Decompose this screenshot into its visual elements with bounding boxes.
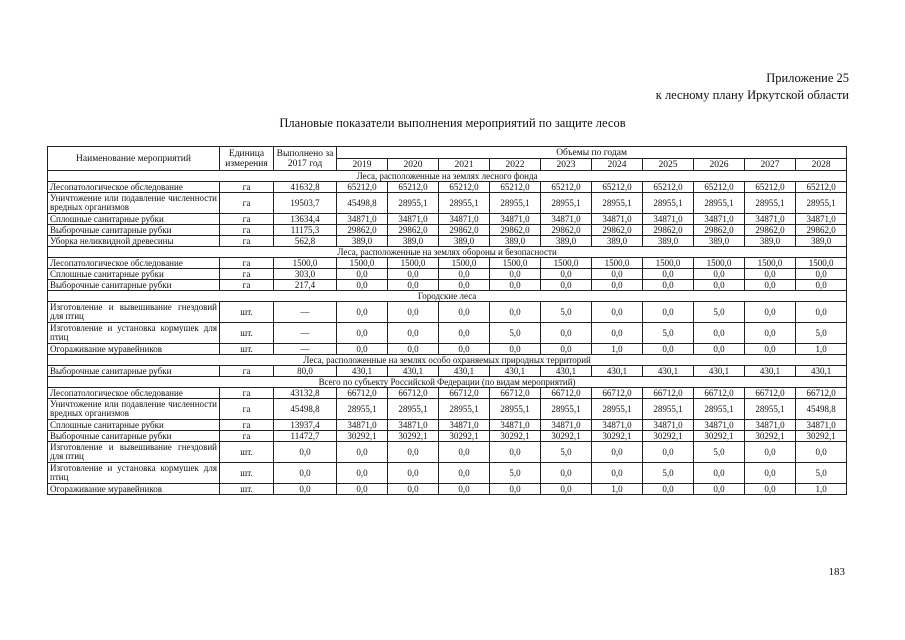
section-title: Леса, расположенные на землях особо охраняемых природных территорий bbox=[48, 355, 847, 366]
done-2017-cell: 303,0 bbox=[274, 269, 337, 280]
year-value-cell: 389,0 bbox=[439, 236, 490, 247]
year-value-cell: 1,0 bbox=[796, 484, 847, 495]
year-value-cell: 5,0 bbox=[490, 463, 541, 484]
header-name: Наименование мероприятий bbox=[48, 147, 220, 171]
header-year: 2022 bbox=[490, 159, 541, 171]
year-value-cell: 389,0 bbox=[745, 236, 796, 247]
year-value-cell: 29862,0 bbox=[388, 225, 439, 236]
year-value-cell: 34871,0 bbox=[592, 420, 643, 431]
done-2017-cell: 80,0 bbox=[274, 366, 337, 377]
measure-name: Огораживание муравейников bbox=[48, 344, 220, 355]
year-value-cell: 389,0 bbox=[643, 236, 694, 247]
year-value-cell: 0,0 bbox=[643, 269, 694, 280]
year-value-cell: 430,1 bbox=[337, 366, 388, 377]
year-value-cell: 65212,0 bbox=[337, 182, 388, 193]
section-title: Городские леса bbox=[48, 291, 847, 302]
year-value-cell: 0,0 bbox=[439, 302, 490, 323]
done-2017-cell: 1500,0 bbox=[274, 258, 337, 269]
table-row bbox=[48, 225, 847, 236]
table-row bbox=[48, 258, 847, 269]
table-row bbox=[48, 366, 847, 377]
year-value-cell: 430,1 bbox=[745, 366, 796, 377]
year-value-cell: 0,0 bbox=[643, 484, 694, 495]
measure-name: Изготовление и установка кормушек для птиц bbox=[48, 463, 220, 484]
year-value-cell: 5,0 bbox=[643, 463, 694, 484]
year-value-cell: 34871,0 bbox=[388, 214, 439, 225]
year-value-cell: 1500,0 bbox=[541, 258, 592, 269]
done-2017-cell: 13937,4 bbox=[274, 420, 337, 431]
year-value-cell: 0,0 bbox=[490, 484, 541, 495]
year-value-cell: 30292,1 bbox=[439, 431, 490, 442]
year-value-cell: 34871,0 bbox=[643, 420, 694, 431]
table-row bbox=[48, 344, 847, 355]
year-value-cell: 66712,0 bbox=[796, 388, 847, 399]
unit-cell: шт. bbox=[220, 344, 274, 355]
year-value-cell: 1500,0 bbox=[745, 258, 796, 269]
year-value-cell: 28955,1 bbox=[643, 399, 694, 420]
section-row bbox=[48, 377, 847, 388]
year-value-cell: 1500,0 bbox=[643, 258, 694, 269]
table-row bbox=[48, 323, 847, 344]
year-value-cell: 5,0 bbox=[643, 323, 694, 344]
year-value-cell: 34871,0 bbox=[643, 214, 694, 225]
done-2017-cell: 43132,8 bbox=[274, 388, 337, 399]
year-value-cell: 5,0 bbox=[541, 302, 592, 323]
year-value-cell: 0,0 bbox=[490, 280, 541, 291]
year-value-cell: 30292,1 bbox=[796, 431, 847, 442]
year-value-cell: 389,0 bbox=[694, 236, 745, 247]
year-value-cell: 0,0 bbox=[337, 442, 388, 463]
year-value-cell: 29862,0 bbox=[439, 225, 490, 236]
measure-name: Изготовление и вывешивание гнездовий для птиц bbox=[48, 302, 220, 323]
measure-name: Уборка неликвидной древесины bbox=[48, 236, 220, 247]
year-value-cell: 0,0 bbox=[592, 442, 643, 463]
year-value-cell: 0,0 bbox=[745, 463, 796, 484]
section-row bbox=[48, 171, 847, 182]
year-value-cell: 28955,1 bbox=[694, 399, 745, 420]
unit-cell: га bbox=[220, 280, 274, 291]
year-value-cell: 0,0 bbox=[694, 463, 745, 484]
year-value-cell: 0,0 bbox=[490, 442, 541, 463]
measure-name: Лесопатологическое обследование bbox=[48, 388, 220, 399]
table-row bbox=[48, 431, 847, 442]
section-row bbox=[48, 355, 847, 366]
year-value-cell: 34871,0 bbox=[541, 214, 592, 225]
year-value-cell: 65212,0 bbox=[439, 182, 490, 193]
year-value-cell: 1500,0 bbox=[388, 258, 439, 269]
unit-cell: шт. bbox=[220, 484, 274, 495]
year-value-cell: 34871,0 bbox=[337, 214, 388, 225]
year-value-cell: 0,0 bbox=[745, 484, 796, 495]
year-value-cell: 0,0 bbox=[541, 484, 592, 495]
done-2017-cell: 41632,8 bbox=[274, 182, 337, 193]
year-value-cell: 65212,0 bbox=[388, 182, 439, 193]
year-value-cell: 430,1 bbox=[694, 366, 745, 377]
year-value-cell: 0,0 bbox=[592, 463, 643, 484]
year-value-cell: 66712,0 bbox=[337, 388, 388, 399]
unit-cell: га bbox=[220, 431, 274, 442]
year-value-cell: 0,0 bbox=[592, 302, 643, 323]
section-title: Леса, расположенные на землях обороны и безопасности bbox=[48, 247, 847, 258]
year-value-cell: 45498,8 bbox=[337, 193, 388, 214]
document-title: Плановые показатели выполнения мероприятий по защите лесов bbox=[279, 116, 626, 130]
year-value-cell: 0,0 bbox=[388, 323, 439, 344]
year-value-cell: 430,1 bbox=[643, 366, 694, 377]
year-value-cell: 34871,0 bbox=[694, 214, 745, 225]
year-value-cell: 0,0 bbox=[337, 484, 388, 495]
year-value-cell: 430,1 bbox=[592, 366, 643, 377]
header-year: 2026 bbox=[694, 159, 745, 171]
done-2017-cell: — bbox=[274, 323, 337, 344]
year-value-cell: 0,0 bbox=[490, 344, 541, 355]
unit-cell: шт. bbox=[220, 442, 274, 463]
page-number: 183 bbox=[828, 566, 845, 578]
unit-cell: га bbox=[220, 420, 274, 431]
year-value-cell: 66712,0 bbox=[541, 388, 592, 399]
year-value-cell: 0,0 bbox=[439, 463, 490, 484]
year-value-cell: 389,0 bbox=[490, 236, 541, 247]
measure-name: Выборочные санитарные рубки bbox=[48, 280, 220, 291]
header-volumes: Объемы по годам bbox=[337, 147, 847, 159]
done-2017-cell: 562,8 bbox=[274, 236, 337, 247]
year-value-cell: 0,0 bbox=[796, 280, 847, 291]
done-2017-cell: — bbox=[274, 302, 337, 323]
appendix-line-2: к лесному плану Иркутской области bbox=[655, 88, 849, 102]
measure-name: Уничтожение или подавление численности вредных организмов bbox=[48, 193, 220, 214]
year-value-cell: 34871,0 bbox=[694, 420, 745, 431]
done-2017-cell: 45498,8 bbox=[274, 399, 337, 420]
year-value-cell: 28955,1 bbox=[694, 193, 745, 214]
year-value-cell: 30292,1 bbox=[388, 431, 439, 442]
year-value-cell: 0,0 bbox=[388, 269, 439, 280]
measure-name: Изготовление и установка кормушек для птиц bbox=[48, 323, 220, 344]
year-value-cell: 29862,0 bbox=[541, 225, 592, 236]
done-2017-cell: 19503,7 bbox=[274, 193, 337, 214]
year-value-cell: 0,0 bbox=[541, 344, 592, 355]
year-value-cell: 0,0 bbox=[745, 344, 796, 355]
unit-cell: га bbox=[220, 225, 274, 236]
year-value-cell: 28955,1 bbox=[439, 193, 490, 214]
year-value-cell: 66712,0 bbox=[388, 388, 439, 399]
year-value-cell: 0,0 bbox=[643, 442, 694, 463]
year-value-cell: 1500,0 bbox=[337, 258, 388, 269]
year-value-cell: 29862,0 bbox=[694, 225, 745, 236]
year-value-cell: 430,1 bbox=[490, 366, 541, 377]
table-row bbox=[48, 399, 847, 420]
year-value-cell: 5,0 bbox=[694, 442, 745, 463]
year-value-cell: 5,0 bbox=[490, 323, 541, 344]
year-value-cell: 30292,1 bbox=[694, 431, 745, 442]
year-value-cell: 0,0 bbox=[745, 442, 796, 463]
year-value-cell: 0,0 bbox=[439, 269, 490, 280]
year-value-cell: 0,0 bbox=[337, 302, 388, 323]
header-done: Выполнено за 2017 год bbox=[274, 147, 337, 171]
header-year: 2024 bbox=[592, 159, 643, 171]
year-value-cell: 0,0 bbox=[694, 484, 745, 495]
year-value-cell: 28955,1 bbox=[490, 399, 541, 420]
done-2017-cell: 0,0 bbox=[274, 484, 337, 495]
unit-cell: шт. bbox=[220, 323, 274, 344]
table-row bbox=[48, 302, 847, 323]
year-value-cell: 389,0 bbox=[337, 236, 388, 247]
header-year: 2020 bbox=[388, 159, 439, 171]
year-value-cell: 389,0 bbox=[541, 236, 592, 247]
year-value-cell: 0,0 bbox=[439, 484, 490, 495]
year-value-cell: 65212,0 bbox=[694, 182, 745, 193]
year-value-cell: 430,1 bbox=[388, 366, 439, 377]
year-value-cell: 0,0 bbox=[796, 302, 847, 323]
year-value-cell: 1500,0 bbox=[490, 258, 541, 269]
year-value-cell: 66712,0 bbox=[592, 388, 643, 399]
year-value-cell: 34871,0 bbox=[490, 420, 541, 431]
year-value-cell: 28955,1 bbox=[337, 399, 388, 420]
measure-name: Огораживание муравейников bbox=[48, 484, 220, 495]
year-value-cell: 0,0 bbox=[694, 323, 745, 344]
year-value-cell: 1,0 bbox=[592, 484, 643, 495]
year-value-cell: 65212,0 bbox=[796, 182, 847, 193]
year-value-cell: 0,0 bbox=[388, 484, 439, 495]
year-value-cell: 30292,1 bbox=[745, 431, 796, 442]
year-value-cell: 0,0 bbox=[592, 269, 643, 280]
year-value-cell: 65212,0 bbox=[490, 182, 541, 193]
year-value-cell: 0,0 bbox=[337, 269, 388, 280]
year-value-cell: 0,0 bbox=[592, 280, 643, 291]
year-value-cell: 29862,0 bbox=[337, 225, 388, 236]
year-value-cell: 1500,0 bbox=[439, 258, 490, 269]
year-value-cell: 28955,1 bbox=[490, 193, 541, 214]
year-value-cell: 0,0 bbox=[745, 323, 796, 344]
unit-cell: га bbox=[220, 269, 274, 280]
year-value-cell: 65212,0 bbox=[541, 182, 592, 193]
year-value-cell: 28955,1 bbox=[796, 193, 847, 214]
done-2017-cell: 0,0 bbox=[274, 463, 337, 484]
year-value-cell: 0,0 bbox=[592, 323, 643, 344]
year-value-cell: 0,0 bbox=[337, 463, 388, 484]
year-value-cell: 0,0 bbox=[439, 323, 490, 344]
year-value-cell: 28955,1 bbox=[745, 399, 796, 420]
year-value-cell: 29862,0 bbox=[490, 225, 541, 236]
year-value-cell: 0,0 bbox=[388, 302, 439, 323]
year-value-cell: 30292,1 bbox=[541, 431, 592, 442]
table-row bbox=[48, 420, 847, 431]
measure-name: Лесопатологическое обследование bbox=[48, 182, 220, 193]
measure-name: Изготовление и вывешивание гнездовий для птиц bbox=[48, 442, 220, 463]
year-value-cell: 29862,0 bbox=[592, 225, 643, 236]
table-row bbox=[48, 269, 847, 280]
year-value-cell: 0,0 bbox=[745, 302, 796, 323]
year-value-cell: 34871,0 bbox=[745, 420, 796, 431]
year-value-cell: 430,1 bbox=[796, 366, 847, 377]
year-value-cell: 0,0 bbox=[337, 323, 388, 344]
measures-table bbox=[47, 146, 847, 495]
header-year: 2027 bbox=[745, 159, 796, 171]
year-value-cell: 29862,0 bbox=[796, 225, 847, 236]
year-value-cell: 389,0 bbox=[388, 236, 439, 247]
appendix-block bbox=[656, 70, 849, 104]
year-value-cell: 45498,8 bbox=[796, 399, 847, 420]
year-value-cell: 65212,0 bbox=[745, 182, 796, 193]
year-value-cell: 0,0 bbox=[694, 280, 745, 291]
year-value-cell: 0,0 bbox=[643, 344, 694, 355]
unit-cell: га bbox=[220, 193, 274, 214]
unit-cell: га bbox=[220, 366, 274, 377]
measure-name: Сплошные санитарные рубки bbox=[48, 420, 220, 431]
year-value-cell: 30292,1 bbox=[490, 431, 541, 442]
header-year: 2025 bbox=[643, 159, 694, 171]
year-value-cell: 0,0 bbox=[388, 344, 439, 355]
unit-cell: га bbox=[220, 388, 274, 399]
year-value-cell: 28955,1 bbox=[745, 193, 796, 214]
year-value-cell: 1,0 bbox=[592, 344, 643, 355]
measure-name: Выборочные санитарные рубки bbox=[48, 225, 220, 236]
year-value-cell: 65212,0 bbox=[643, 182, 694, 193]
year-value-cell: 34871,0 bbox=[490, 214, 541, 225]
year-value-cell: 0,0 bbox=[541, 463, 592, 484]
year-value-cell: 1500,0 bbox=[694, 258, 745, 269]
year-value-cell: 0,0 bbox=[745, 269, 796, 280]
table-row bbox=[48, 280, 847, 291]
year-value-cell: 66712,0 bbox=[694, 388, 745, 399]
year-value-cell: 28955,1 bbox=[541, 399, 592, 420]
year-value-cell: 30292,1 bbox=[592, 431, 643, 442]
year-value-cell: 66712,0 bbox=[490, 388, 541, 399]
year-value-cell: 5,0 bbox=[694, 302, 745, 323]
year-value-cell: 28955,1 bbox=[592, 193, 643, 214]
year-value-cell: 66712,0 bbox=[643, 388, 694, 399]
year-value-cell: 1,0 bbox=[796, 344, 847, 355]
year-value-cell: 430,1 bbox=[541, 366, 592, 377]
table-row bbox=[48, 193, 847, 214]
table-row bbox=[48, 388, 847, 399]
unit-cell: га bbox=[220, 236, 274, 247]
section-row bbox=[48, 291, 847, 302]
unit-cell: га bbox=[220, 399, 274, 420]
measure-name: Сплошные санитарные рубки bbox=[48, 214, 220, 225]
header-year: 2021 bbox=[439, 159, 490, 171]
year-value-cell: 34871,0 bbox=[745, 214, 796, 225]
unit-cell: шт. bbox=[220, 463, 274, 484]
table-row bbox=[48, 484, 847, 495]
year-value-cell: 34871,0 bbox=[439, 420, 490, 431]
year-value-cell: 34871,0 bbox=[796, 214, 847, 225]
done-2017-cell: — bbox=[274, 344, 337, 355]
year-value-cell: 34871,0 bbox=[439, 214, 490, 225]
year-value-cell: 30292,1 bbox=[643, 431, 694, 442]
year-value-cell: 0,0 bbox=[388, 442, 439, 463]
section-title: Леса, расположенные на землях лесного фонда bbox=[48, 171, 847, 182]
done-2017-cell: 0,0 bbox=[274, 442, 337, 463]
table-row bbox=[48, 236, 847, 247]
table-row bbox=[48, 442, 847, 463]
header-year: 2028 bbox=[796, 159, 847, 171]
unit-cell: га bbox=[220, 258, 274, 269]
year-value-cell: 0,0 bbox=[490, 302, 541, 323]
year-value-cell: 0,0 bbox=[643, 280, 694, 291]
unit-cell: га bbox=[220, 182, 274, 193]
year-value-cell: 0,0 bbox=[745, 280, 796, 291]
year-value-cell: 28955,1 bbox=[541, 193, 592, 214]
year-value-cell: 0,0 bbox=[694, 344, 745, 355]
measure-name: Выборочные санитарные рубки bbox=[48, 366, 220, 377]
table-row bbox=[48, 463, 847, 484]
year-value-cell: 34871,0 bbox=[337, 420, 388, 431]
year-value-cell: 0,0 bbox=[439, 442, 490, 463]
year-value-cell: 0,0 bbox=[439, 344, 490, 355]
year-value-cell: 28955,1 bbox=[388, 399, 439, 420]
measure-name: Лесопатологическое обследование bbox=[48, 258, 220, 269]
measure-name: Сплошные санитарные рубки bbox=[48, 269, 220, 280]
year-value-cell: 0,0 bbox=[643, 302, 694, 323]
table-row bbox=[48, 214, 847, 225]
year-value-cell: 34871,0 bbox=[592, 214, 643, 225]
done-2017-cell: 13634,4 bbox=[274, 214, 337, 225]
year-value-cell: 34871,0 bbox=[388, 420, 439, 431]
done-2017-cell: 11472,7 bbox=[274, 431, 337, 442]
year-value-cell: 28955,1 bbox=[592, 399, 643, 420]
year-value-cell: 30292,1 bbox=[337, 431, 388, 442]
year-value-cell: 28955,1 bbox=[439, 399, 490, 420]
year-value-cell: 0,0 bbox=[337, 280, 388, 291]
year-value-cell: 0,0 bbox=[541, 280, 592, 291]
year-value-cell: 29862,0 bbox=[745, 225, 796, 236]
year-value-cell: 65212,0 bbox=[592, 182, 643, 193]
done-2017-cell: 11175,3 bbox=[274, 225, 337, 236]
year-value-cell: 0,0 bbox=[541, 269, 592, 280]
header-year: 2023 bbox=[541, 159, 592, 171]
year-value-cell: 0,0 bbox=[694, 269, 745, 280]
year-value-cell: 0,0 bbox=[796, 442, 847, 463]
appendix-line-1: Приложение 25 bbox=[766, 71, 849, 85]
year-value-cell: 0,0 bbox=[490, 269, 541, 280]
year-value-cell: 0,0 bbox=[796, 269, 847, 280]
header-year: 2019 bbox=[337, 159, 388, 171]
done-2017-cell: 217,4 bbox=[274, 280, 337, 291]
year-value-cell: 66712,0 bbox=[439, 388, 490, 399]
year-value-cell: 0,0 bbox=[439, 280, 490, 291]
year-value-cell: 0,0 bbox=[337, 344, 388, 355]
measure-name: Уничтожение или подавление численности вредных организмов bbox=[48, 399, 220, 420]
header-unit: Единица измерения bbox=[220, 147, 274, 171]
year-value-cell: 1500,0 bbox=[796, 258, 847, 269]
year-value-cell: 5,0 bbox=[541, 442, 592, 463]
section-row bbox=[48, 247, 847, 258]
year-value-cell: 34871,0 bbox=[541, 420, 592, 431]
year-value-cell: 28955,1 bbox=[388, 193, 439, 214]
table-row bbox=[48, 182, 847, 193]
year-value-cell: 28955,1 bbox=[643, 193, 694, 214]
year-value-cell: 0,0 bbox=[388, 463, 439, 484]
year-value-cell: 29862,0 bbox=[643, 225, 694, 236]
year-value-cell: 430,1 bbox=[439, 366, 490, 377]
year-value-cell: 5,0 bbox=[796, 463, 847, 484]
year-value-cell: 0,0 bbox=[388, 280, 439, 291]
section-title: Всего по субъекту Российской Федерации (по видам мероприятий) bbox=[48, 377, 847, 388]
measure-name: Выборочные санитарные рубки bbox=[48, 431, 220, 442]
year-value-cell: 0,0 bbox=[541, 323, 592, 344]
year-value-cell: 5,0 bbox=[796, 323, 847, 344]
unit-cell: га bbox=[220, 214, 274, 225]
year-value-cell: 66712,0 bbox=[745, 388, 796, 399]
unit-cell: шт. bbox=[220, 302, 274, 323]
year-value-cell: 34871,0 bbox=[796, 420, 847, 431]
year-value-cell: 389,0 bbox=[592, 236, 643, 247]
year-value-cell: 1500,0 bbox=[592, 258, 643, 269]
year-value-cell: 389,0 bbox=[796, 236, 847, 247]
